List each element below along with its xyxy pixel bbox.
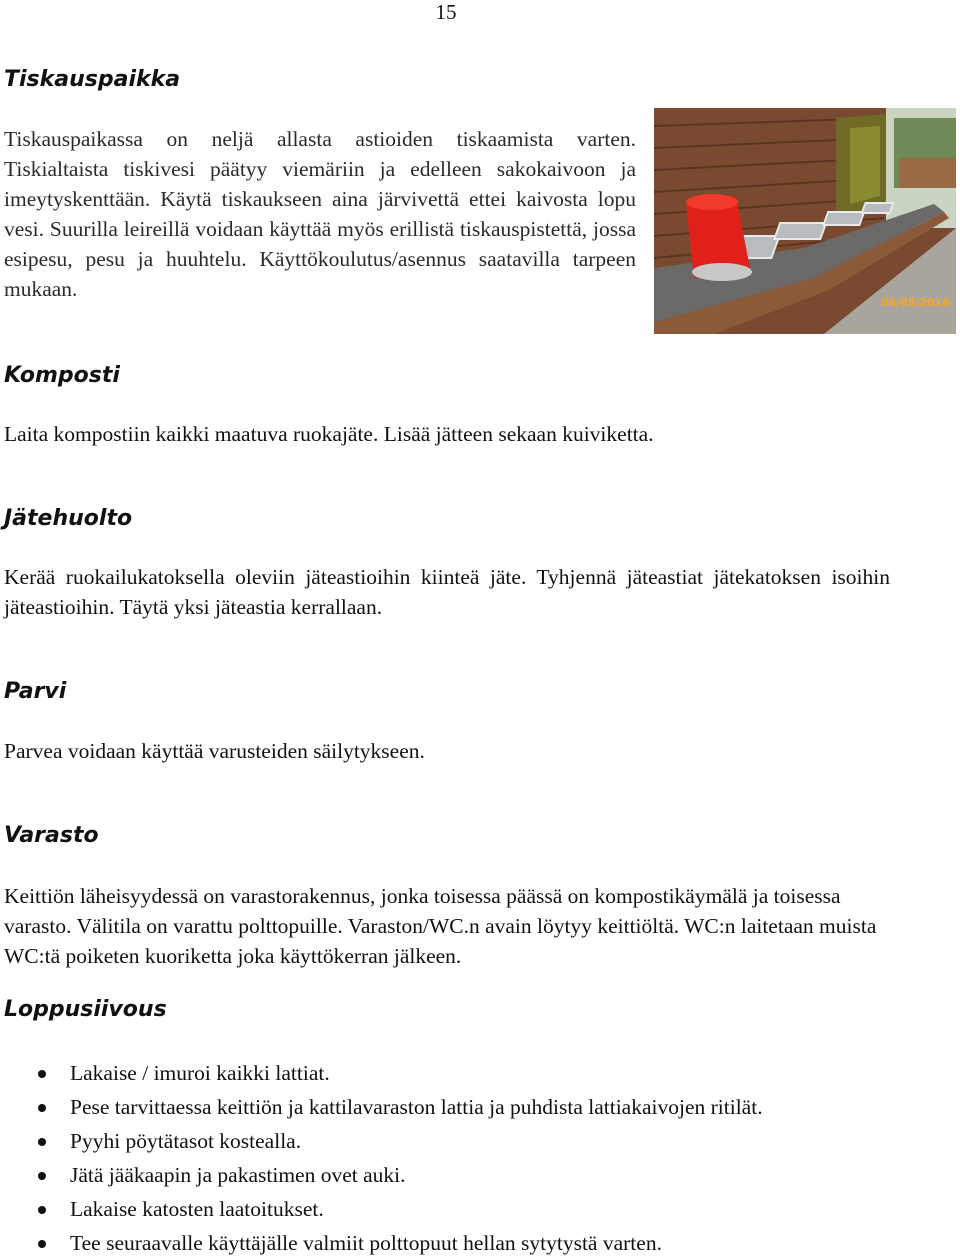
list-item-text: Lakaise katosten laatoitukset. (70, 1197, 324, 1221)
photo-date-stamp: 06/05/2016 (880, 296, 950, 309)
paragraph-jatehuolto: Kerää ruokailukatoksella oleviin jäteastioihin kiinteä jäte. Tyhjennä jäteastiat jätekatoksen isoihin jäteastioihin. Täytä yksi jäteastia kerrallaan. (4, 565, 890, 619)
cleaning-checklist (0, 1056, 940, 1260)
list-item-text: Tee seuraavalle käyttäjälle valmiit polttopuut hellan sytytystä varten. (70, 1231, 662, 1255)
paragraph-varasto: Keittiön läheisyydessä on varastorakennus, jonka toisessa päässä on kompostikäymälä ja toisessa varasto. Välitila on varattu polttopuille. Varaston/WC.n avain löytyy keittiöltä. WC:n laitetaan muista WC:tä poiketen kuoriketta joka käyttökerran jälkeen. (4, 884, 877, 968)
list-item-text: Pyyhi pöytätasot kostealla. (70, 1129, 302, 1153)
bullet-icon (38, 1104, 46, 1112)
heading-varasto: Varasto (4, 823, 99, 848)
heading-loppusiivous: Loppusiivous (4, 997, 167, 1022)
bullet-icon (38, 1172, 46, 1180)
heading-komposti: Komposti (4, 363, 120, 388)
bullet-icon (38, 1138, 46, 1146)
heading-parvi: Parvi (4, 679, 67, 704)
list-item (0, 1056, 940, 1090)
page-number: 15 (435, 0, 457, 24)
dishwashing-station-photo (654, 108, 956, 334)
list-item-text: Pese tarvittaessa keittiön ja kattilavaraston lattia ja puhdista lattiakaivojen ritilät. (70, 1095, 763, 1119)
paragraph-tiskauspaikka: Tiskauspaikassa on neljä allasta astioiden tiskaamista varten. Tiskialtaista tiskivesi päätyy viemäriin ja edelleen sakokaivoon ja imeytyskenttään. Käytä tiskaukseen aina järvivettä ettei kaivosta lopu vesi. Suurilla leireillä voidaan käyttää myös erillistä tiskauspistettä, jossa esipesu, pesu ja huuhtelu. Käyttökoulutus/asennus saatavilla tarpeen mukaan. (4, 127, 636, 301)
list-item (0, 1124, 940, 1158)
heading-jatehuolto: Jätehuolto (4, 506, 133, 531)
heading-tiskauspaikka: Tiskauspaikka (4, 67, 181, 92)
bullet-icon (38, 1240, 46, 1248)
paragraph-parvi: Parvea voidaan käyttää varusteiden säilytykseen. (4, 739, 425, 763)
list-item (0, 1226, 940, 1260)
list-item (0, 1158, 940, 1192)
list-item (0, 1192, 940, 1226)
paragraph-komposti: Laita kompostiin kaikki maatuva ruokajäte. Lisää jätteen sekaan kuiviketta. (4, 422, 654, 446)
bullet-icon (38, 1070, 46, 1078)
list-item-text: Jätä jääkaapin ja pakastimen ovet auki. (70, 1163, 406, 1187)
bullet-icon (38, 1206, 46, 1214)
list-item-text: Lakaise / imuroi kaikki lattiat. (70, 1061, 330, 1085)
list-item (0, 1090, 940, 1124)
